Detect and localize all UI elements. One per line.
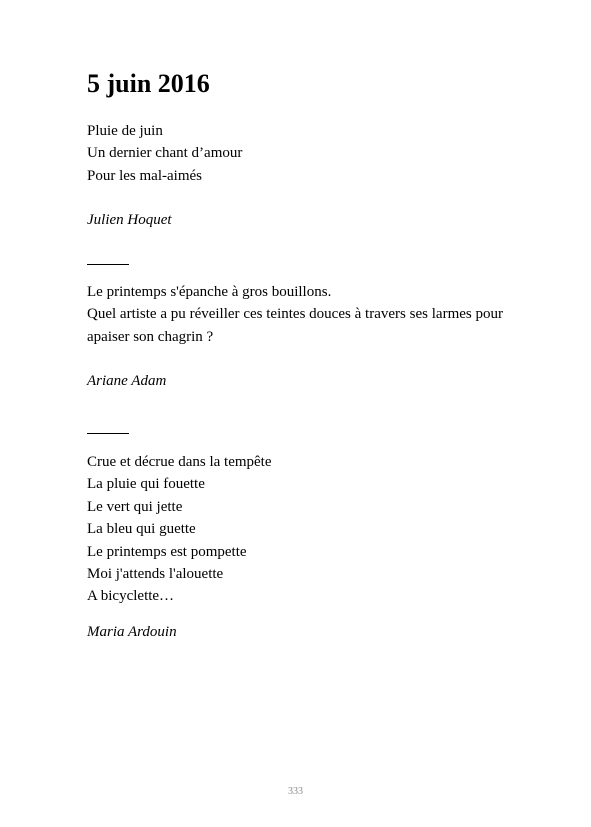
- poem-line: La bleu qui guette: [87, 521, 196, 538]
- separator-line: [87, 433, 129, 434]
- poem-line: Le vert qui jette: [87, 498, 183, 515]
- poem-line: Un dernier chant d’amour: [87, 145, 243, 162]
- poem-paragraph: Quel artiste a pu réveiller ces teintes douces à travers ses larmes pour apaiser son chagrin ?: [87, 306, 503, 345]
- poem-2-author: Ariane Adam: [87, 373, 167, 389]
- poem-2: [87, 281, 503, 348]
- separator-line: [87, 264, 129, 265]
- poem-line: Moi j'attends l'alouette: [87, 566, 224, 583]
- poem-paragraph-line: Le printemps s'épanche à gros bouillons.: [87, 284, 332, 300]
- poem-3-author: Maria Ardouin: [87, 624, 177, 640]
- poem-3: [87, 451, 503, 608]
- poem-line: Pour les mal-aimés: [87, 167, 202, 184]
- poem-line: A bicyclette…: [87, 588, 175, 605]
- poem-1: [87, 120, 503, 187]
- poem-line: Pluie de juin: [87, 123, 163, 139]
- poem-1-author: Julien Hoquet: [87, 212, 172, 228]
- page-number: 333: [288, 786, 303, 797]
- poem-line: La pluie qui fouette: [87, 476, 205, 493]
- poem-line: Le printemps est pompette: [87, 543, 247, 560]
- poem-line: Crue et décrue dans la tempête: [87, 454, 272, 470]
- page-title: 5 juin 2016: [87, 69, 210, 98]
